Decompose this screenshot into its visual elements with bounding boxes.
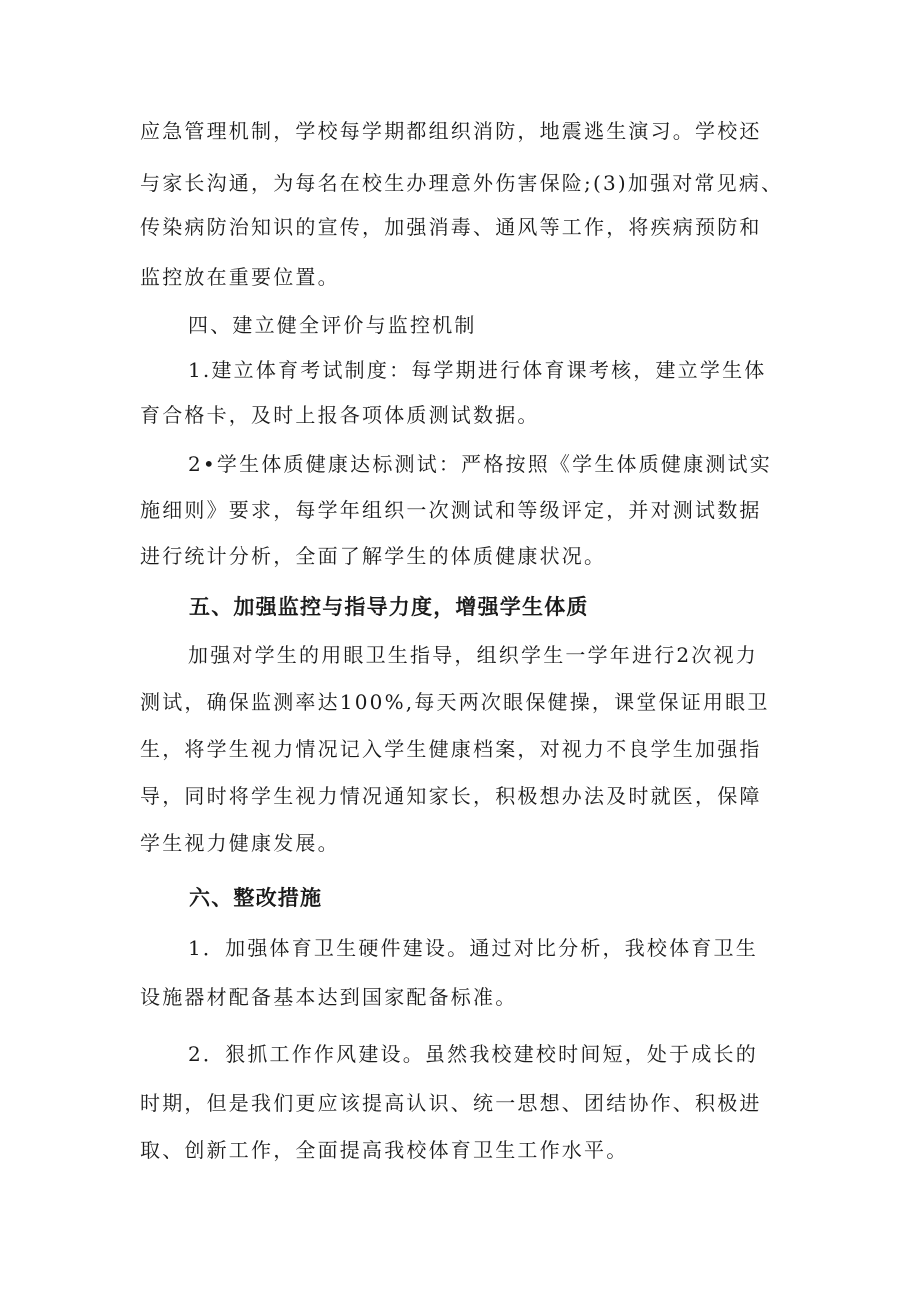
body-text-line: 与家长沟通，为每名在校生办理意外伤害保险;(3)加强对常见病、 xyxy=(140,171,784,195)
body-text-line: 2•学生体质健康达标测试：严格按照《学生体质健康测试实 xyxy=(188,452,772,476)
section-title-5: 五、加强监控与指导力度，增强学生体质 xyxy=(189,595,589,619)
body-text-line: 传染病防治知识的宣传，加强消毒、通风等工作，将疾病预防和 xyxy=(140,215,762,239)
body-text-line: 育合格卡，及时上报各项体质测试数据。 xyxy=(140,403,540,427)
body-text-line: 导，同时将学生视力情况通知家长，积极想办法及时就医，保障 xyxy=(140,784,762,808)
body-text-line: 2．狠抓工作作风建设。虽然我校建校时间短，处于成长的 xyxy=(188,1042,758,1066)
body-text-line: 生，将学生视力情况记入学生健康档案，对视力不良学生加强指 xyxy=(140,737,762,761)
body-text-line: 应急管理机制，学校每学期都组织消防，地震逃生演习。学校还 xyxy=(140,119,762,143)
body-text-line: 测试，确保监测率达100%,每天两次眼保健操，课堂保证用眼卫 xyxy=(140,690,770,714)
section-title-6: 六、整改措施 xyxy=(189,886,323,910)
body-text-line: 1.建立体育考试制度：每学期进行体育课考核，建立学生体 xyxy=(188,358,767,382)
body-text-line: 加强对学生的用眼卫生指导，组织学生一学年进行2次视力 xyxy=(188,643,758,667)
body-text-line: 进行统计分析，全面了解学生的体质健康状况。 xyxy=(140,544,607,568)
section-title-4: 四、建立健全评价与监控机制 xyxy=(188,313,477,337)
body-text-line: 学生视力健康发展。 xyxy=(140,831,340,855)
body-text-line: 取、创新工作，全面提高我校体育卫生工作水平。 xyxy=(140,1138,629,1162)
body-text-line: 施细则》要求，每学年组织一次测试和等级评定，并对测试数据 xyxy=(140,498,762,522)
body-text-line: 1．加强体育卫生硬件建设。通过对比分析，我校体育卫生 xyxy=(188,936,758,960)
body-text-line: 监控放在重要位置。 xyxy=(140,265,340,289)
body-text-line: 设施器材配备基本达到国家配备标准。 xyxy=(140,985,518,1009)
body-text-line: 时期，但是我们更应该提高认识、统一思想、团结协作、积极进 xyxy=(140,1091,762,1115)
